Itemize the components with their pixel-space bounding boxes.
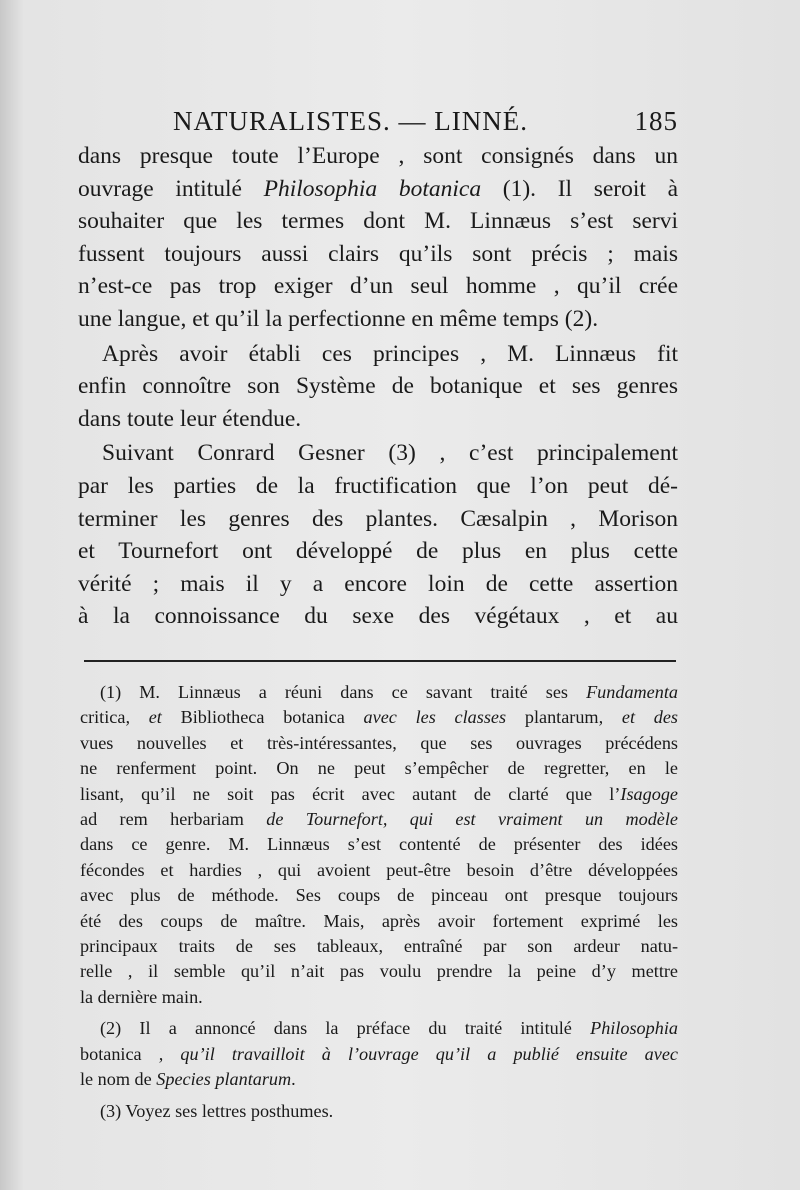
text-line: une langue, et qu’il la perfectionne en même temps (2).: [78, 305, 599, 332]
text-line: par les parties de la fructification que l’on peut dé-: [78, 472, 678, 499]
text-line: enfin connoître son Système de botanique et ses genres: [78, 373, 678, 400]
text-line: terminer les genres des plantes. Cæsalpin , Morison: [78, 505, 678, 532]
text-line: ouvrage intitulé Philosophia botanica (1). Il seroit à: [78, 175, 679, 202]
paragraph-3: [78, 437, 678, 633]
text-line: dans toute leur étendue.: [78, 405, 302, 432]
text-line: vérité ; mais il y a encore loin de cette assertion: [78, 570, 678, 597]
text-line: (1) M. Linnæus a réuni dans ce savant traité ses Fundamenta: [100, 682, 678, 702]
text-line: vues nouvelles et très-intéressantes, que ses ouvrages précédens: [80, 732, 678, 753]
text-line: la dernière main.: [80, 986, 203, 1007]
text-line: lisant, qu’il ne soit pas écrit avec autant de clarté que l’Isagoge: [80, 783, 678, 804]
text-line: ne renferment point. On ne peut s’empêcher de regretter, en le: [80, 758, 678, 779]
text-line: Après avoir établi ces principes , M. Linnæus fit: [102, 340, 678, 367]
text-line: souhaiter que les termes dont M. Linnæus s’est servi: [78, 208, 678, 235]
text-line: dans presque toute l’Europe , sont consignés dans un: [78, 143, 678, 169]
footnote-2: [80, 1016, 678, 1092]
footnotes: [80, 680, 678, 1130]
text-line: et Tournefort ont développé de plus en plus cette: [78, 538, 678, 565]
text-line: le nom de Species plantarum.: [80, 1069, 296, 1090]
text-line: été des coups de maître. Mais, après avoir fortement exprimé les: [80, 910, 678, 931]
footnote-3: [80, 1099, 678, 1124]
text-line: Suivant Conrard Gesner (3) , c’est principalement: [102, 440, 678, 467]
text-line: à la connoissance du sexe des végétaux , et au: [78, 603, 678, 630]
text-line: principaux traits de ses tableaux, entraîné par son ardeur natu-: [80, 936, 678, 957]
paragraph-1: [78, 140, 678, 336]
text-line: n’est-ce pas trop exiger d’un seul homme , qu’il crée: [78, 273, 678, 300]
text-line: critica, et Bibliotheca botanica avec les classes plantarum, et des: [80, 707, 678, 728]
running-title: NATURALISTES. — LINNÉ.: [173, 106, 528, 136]
text-line: ad rem herbariam de Tournefort, qui est vraiment un modèle: [80, 809, 678, 830]
footnote-divider: [84, 660, 676, 662]
page-number: 185: [634, 106, 678, 136]
main-text: [78, 140, 678, 633]
text-line: fussent toujours aussi clairs qu’ils sont précis ; mais: [78, 240, 678, 267]
text-line: fécondes et hardies , qui avoient peut-être besoin d’être développées: [80, 859, 678, 880]
text-line: avec plus de méthode. Ses coups de pinceau ont presque toujours: [80, 885, 678, 906]
text-line: botanica , qu’il travailloit à l’ouvrage qu’il a publié ensuite avec: [80, 1043, 678, 1064]
text-line: (2) Il a annoncé dans la préface du traité intitulé Philosophia: [100, 1018, 678, 1039]
text-line: relle , il semble qu’il n’ait pas voulu prendre la peine d’y mettre: [80, 961, 678, 982]
text-line: dans ce genre. M. Linnæus s’est contenté de présenter des idées: [80, 834, 678, 855]
paragraph-2: [78, 338, 678, 436]
footnote-1: [80, 680, 678, 1010]
page-header: [78, 106, 678, 142]
text-line: (3) Voyez ses lettres posthumes.: [100, 1100, 334, 1121]
